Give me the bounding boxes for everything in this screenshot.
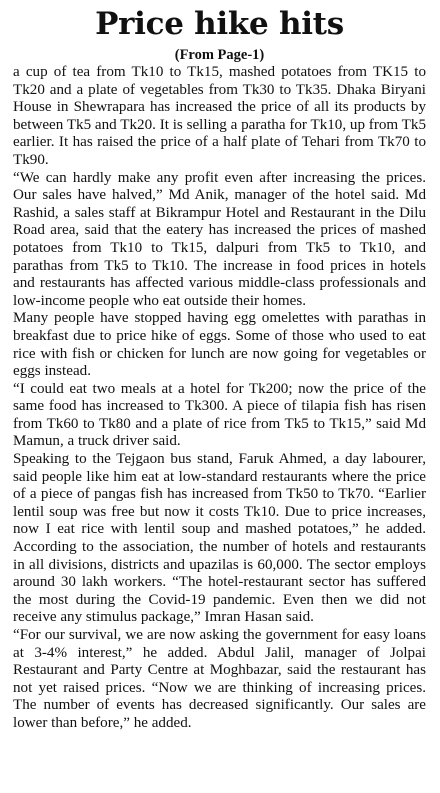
article-headline: Price hike hits	[95, 6, 344, 42]
article-paragraph: “I could eat two meals at a hotel for Tk200; now the price of the same food has increased to Tk300. A piece of tilapia fish has risen from Tk60 to Tk80 and a plate of rice from Tk5 to Tk15,” said Md Mamun, a truck driver said.	[13, 380, 426, 450]
continuation-label: (From Page-1)	[174, 47, 265, 63]
article-paragraph: Speaking to the Tejgaon bus stand, Faruk Ahmed, a day labourer, said people like him eat at low-standard restaurants where the price of a piece of pangas fish has increased from Tk50 to Tk70. “Earlier lentil soup was free but now it costs Tk10. Due to price increases, now I eat rice with lentil soup and mashed potatoes,” he added. According to the association, the number of hotels and restaurants in all divisions, districts and upazilas is 60,000. The sector employs around 30 lakh workers. “The hotel-restaurant sector has suffered the most during the Covid-19 pandemic. Even then we did not receive any stimulus package,” Imran Hasan said.	[13, 451, 426, 626]
article-paragraph: “We can hardly make any profit even after increasing the prices. Our sales have halved,” Md Anik, manager of the hotel said. Md Rashid, a sales staff at Bikrampur Hotel and Restaurant in the Dilu Road area, said that the eatery has increased the prices of mashed potatoes from Tk10 to Tk15, dalpuri from Tk5 to Tk10, and parathas from Tk5 to Tk10. The increase in food prices in hotels and restaurants has affected various middle-class professionals and low-income people who eat outside their homes.	[13, 169, 426, 309]
article-paragraph: “For our survival, we are now asking the government for easy loans at 3-4% interest,” he added. Abdul Jalil, manager of Jolpai Restaurant and Party Centre at Moghbazar, said the restaurant has not yet raised prices. “Now we are thinking of increasing prices. The number of events has decreased significantly. Our sales are lower than before,” he added.	[13, 627, 426, 731]
article-body	[13, 64, 426, 733]
article-paragraph: a cup of tea from Tk10 to Tk15, mashed potatoes from TK15 to Tk20 and a plate of vegetables from Tk30 to Tk35. Dhaka Biryani House in Shewrapara has increased the price of all its products by between Tk5 and Tk20. It is selling a paratha for Tk10, up from Tk5 earlier. It has raised the price of a half plate of Tehari from Tk70 to Tk90.	[13, 64, 426, 168]
article-paragraph: Many people have stopped having egg omelettes with parathas in breakfast due to price hike of eggs. Some of those who used to eat rice with fish or chicken for lunch are now going for vegetables or eggs instead.	[13, 310, 426, 380]
